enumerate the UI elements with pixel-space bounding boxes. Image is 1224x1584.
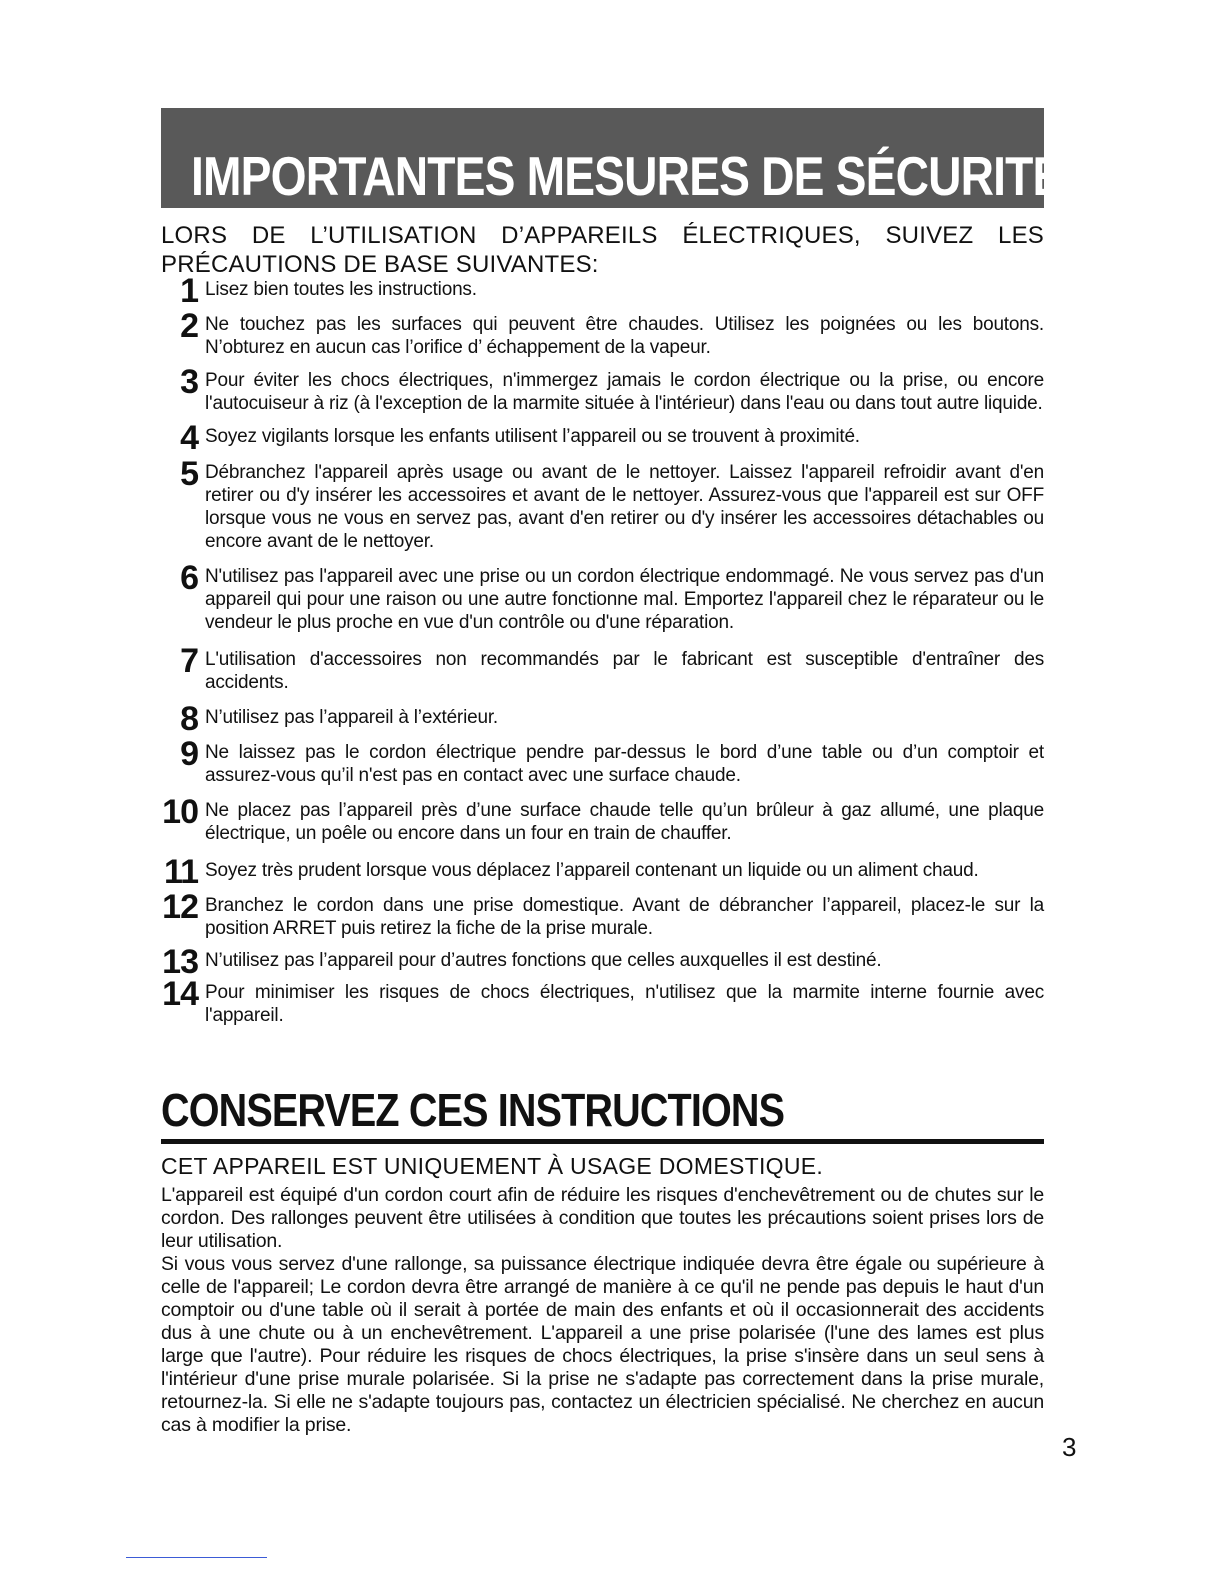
item-text: Débranchez l'appareil après usage ou avant de le nettoyer. Laissez l'appareil refroidir avant d'en retirer ou d'y insérer les accessoires et avant de le nettoyer. Assurez-vous que l'appareil est sur OFF lorsque vous ne vous en servez pas, avant d'en retirer ou d'y insérer les accessoires détachables ou encore avant de le nettoyer. [205, 462, 1044, 552]
list-item [161, 307, 1044, 359]
item-text: N'utilisez pas l'appareil avec une prise ou un cordon électrique endommagé. Ne vous servez pas d'un appareil qui pour une raison ou une autre fonctionne mal. Emportez l'appareil chez le réparateur ou le vendeur le plus proche en vue d'un contrôle ou d'une réparation. [205, 566, 1044, 633]
item-number: 13 [162, 943, 198, 981]
item-number: 2 [180, 307, 198, 345]
item-number: 14 [162, 975, 198, 1013]
item-text: Pour minimiser les risques de chocs électriques, n'utilisez que la marmite interne fournie avec l'appareil. [205, 982, 1044, 1026]
list-item [161, 700, 1044, 738]
title-banner [161, 108, 1063, 208]
section-subheading: CET APPAREIL EST UNIQUEMENT À USAGE DOMESTIQUE. [161, 1153, 824, 1179]
item-text: Soyez très prudent lorsque vous déplacez l’appareil contenant un liquide ou un aliment chaud. [205, 860, 979, 881]
item-text: Lisez bien toutes les instructions. [205, 279, 477, 300]
item-number: 6 [180, 559, 198, 597]
item-number: 5 [180, 455, 198, 493]
body-paragraph: Si vous vous servez d'une rallonge, sa puissance électrique indiquée devra être égale ou supérieure à celle de l'appareil; Le cordon devra être arrangé de manière à ce qu'il ne pende pas depuis le haut d'un comptoir ou d'une table où il serait à portée de main des enfants et où il occasionnerait des accidents dus à une chute ou à un enchevêtrement. L'appareil a une prise polarisée (l'une des lames est plus large que l'autre). Pour réduire les risques de chocs électriques, la prise s'insère dans un seul sens à l'intérieur d'une prise murale polarisée. Si la prise ne s'adapte pas correctement dans la prise murale, retournez-la. Si elle ne s'adapte toujours pas, contactez un électricien spécialisé. Ne cherchez en aucun cas à modifier la prise. [161, 1253, 1044, 1436]
item-text: Branchez le cordon dans une prise domestique. Avant de débrancher l’appareil, placez-le sur la position ARRET puis retirez la fiche de la prise murale. [205, 895, 1044, 939]
item-number: 3 [180, 363, 198, 401]
list-item [161, 975, 1044, 1027]
item-number: 10 [162, 793, 198, 831]
list-item [161, 735, 1044, 787]
list-item [161, 888, 1044, 940]
item-text: Ne laissez pas le cordon électrique pendre par-dessus le bord d’une table ou d’un comptoir et assurez-vous qu’il n'est pas en contact avec une surface chaude. [205, 742, 1044, 786]
item-number: 7 [180, 642, 198, 680]
item-text: L'utilisation d'accessoires non recommandés par le fabricant est susceptible d'entraîner des accidents. [205, 649, 1044, 693]
item-number: 4 [180, 419, 198, 457]
intro-heading: LORS DE L’UTILISATION D’APPAREILS ÉLECTRIQUES, SUIVEZ LES PRÉCAUTIONS DE BASE SUIVANTES: [161, 222, 1044, 278]
item-number: 12 [162, 888, 198, 926]
item-text: N’utilisez pas l’appareil à l’extérieur. [205, 707, 498, 728]
body-paragraph: L'appareil est équipé d'un cordon court afin de réduire les risques d'enchevêtrement ou de chutes sur le cordon. Des rallonges peuvent être utilisées à condition que toutes les précautions soient prises lors de leur utilisation. [161, 1184, 1044, 1252]
page-title: IMPORTANTES MESURES DE SÉCURITÉ [191, 145, 1063, 207]
list-item [161, 642, 1044, 694]
section-divider [161, 1139, 1044, 1144]
list-item [161, 272, 1044, 310]
item-number: 11 [164, 853, 198, 891]
list-item [161, 455, 1044, 553]
item-text: Pour éviter les chocs électriques, n'immergez jamais le cordon électrique ou la prise, ou encore l'autocuiseur à riz (à l'exception de la marmite située à l'intérieur) dans l'eau ou dans tout autre liquide. [205, 370, 1044, 414]
item-text: Soyez vigilants lorsque les enfants utilisent l’appareil ou se trouvent à proximité. [205, 426, 860, 447]
item-number: 9 [180, 735, 198, 773]
section-body [161, 1184, 1044, 1437]
page-number: 3 [1062, 1432, 1077, 1462]
footer-rule [126, 1557, 267, 1558]
list-item [161, 943, 1044, 981]
list-item [161, 793, 1044, 845]
list-item [161, 853, 1044, 891]
list-item [161, 419, 1044, 457]
item-text: Ne placez pas l’appareil près d’une surface chaude telle qu’un brûleur à gaz allumé, une plaque électrique, un poêle ou encore dans un four en train de chauffer. [205, 800, 1044, 844]
section-title: CONSERVEZ CES INSTRUCTIONS [161, 1084, 785, 1136]
safety-list [161, 272, 1044, 1027]
item-number: 1 [180, 272, 198, 310]
item-text: N’utilisez pas l’appareil pour d’autres fonctions que celles auxquelles il est destiné. [205, 950, 882, 971]
item-number: 8 [180, 700, 198, 738]
list-item [161, 559, 1044, 634]
list-item [161, 363, 1044, 415]
item-text: Ne touchez pas les surfaces qui peuvent être chaudes. Utilisez les poignées ou les boutons. N’obturez en aucun cas l’orifice d’ échappement de la vapeur. [205, 314, 1044, 358]
